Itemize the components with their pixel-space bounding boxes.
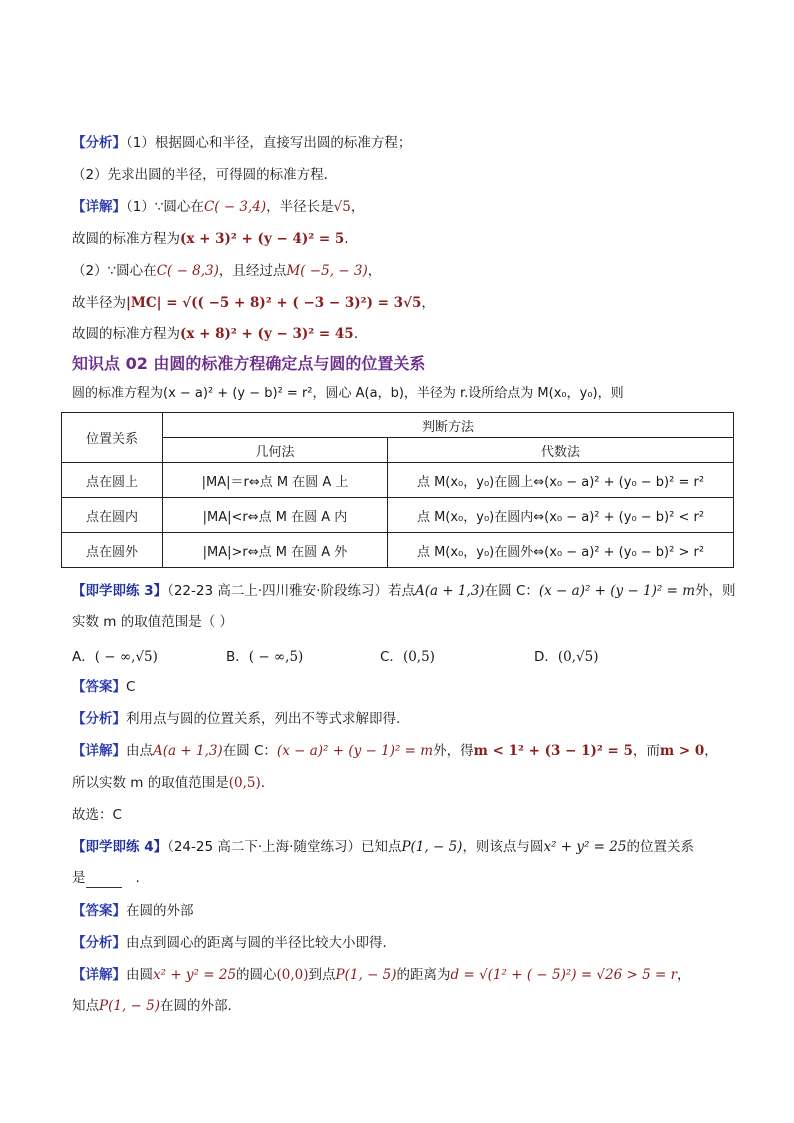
detail-text: （2）∵圆心在 [72,263,157,279]
answer-tag: 【答案】 [72,679,126,695]
detail-text: （1）∵圆心在 [126,199,204,215]
answer-value: 在圆的外部 [126,903,194,919]
analysis-tag: 【分析】 [72,935,126,951]
table-row [62,533,734,568]
detail-text: ，半径长是 [266,199,334,215]
exercise4-line-2 [72,868,734,888]
analysis-tag: 【分析】 [72,711,126,727]
exercise3-conclusion [72,773,734,793]
math-circle: (x − a)² + (y − 1)² = m [276,743,434,759]
analysis-text-2: （2）先求出圆的半径，可得圆的标准方程． [72,167,338,183]
table-header-alg: 代数法 [388,438,734,463]
math-point: P(1, − 5) [335,967,397,983]
detail-text: 外，得 [433,743,474,759]
detail-line-1 [72,197,734,217]
detail-line-4 [72,293,734,313]
option-b[interactable] [226,645,303,665]
detail-line-5 [72,324,734,344]
table-row [62,498,734,533]
math-center: (0,0) [276,967,309,983]
option-c[interactable] [380,645,435,665]
exercise4-source: （24-25 高二下·上海·随堂练习）已知点 [167,839,402,855]
math-circle: x² + y² = 25 [153,967,237,983]
detail-text: 由点 [126,743,153,759]
detail-text: 的距离为 [396,967,451,983]
detail-line-3 [72,261,734,281]
math-point: P(1, − 5) [401,839,463,855]
table-header-position: 位置关系 [62,413,163,463]
detail-text: ，而 [632,743,660,759]
answer-blank[interactable] [86,873,122,888]
detail-tag: 【详解】 [72,199,126,215]
detail-line-2 [72,229,734,249]
detail-text: 的圆心 [236,967,277,983]
exercise3-question: 实数 m 的取值范围是（ ） [72,614,234,630]
choose-text: 故选：C [72,807,122,823]
intro-text: 圆的标准方程为(x − a)² + (y − b)² = r²，圆心 A(a，b)，半径为 r.设所给点为 M(x₀，y₀)，则 [72,386,624,401]
exercise3-line-1 [72,581,734,601]
math-point: M( −5, − 3) [286,263,368,279]
exercise3-tag: 【即学即练 3】 [72,583,168,599]
exercise3-detail [72,741,734,761]
cell-alg: 点 M(x₀，y₀)在圆内⇔(x₀ − a)² + (y₀ − b)² < r² [388,498,734,533]
exercise4-analysis [72,933,734,953]
detail-tag: 【详解】 [72,967,126,983]
option-label: C． [380,649,403,665]
detail-text: ， [350,199,365,215]
option-value: (0,5) [402,649,435,665]
exercise3-source: （22-23 高二上·四川雅安·阶段练习）若点 [167,583,415,599]
table-header-geo: 几何法 [163,438,388,463]
cell-geo: |MA|>r⇔点 M 在圆 A 外 [163,533,388,568]
knowledge-intro [72,384,734,404]
option-value: ( − ∞,√5) [94,649,158,665]
detail-text: 在圆 C： [222,743,277,759]
table-row [62,463,734,498]
cell-geo: |MA|<r⇔点 M 在圆 A 内 [163,498,388,533]
analysis-line-2 [72,165,734,185]
math-circle: (x − a)² + (y − 1)² = m [538,583,696,599]
exercise4-text: ，则该点与圆 [462,839,544,855]
exercise4-text: . [135,870,140,886]
math-positive: m > 0 [659,743,705,759]
exercise4-text: 的位置关系 [626,839,694,855]
detail-text: ，且经过点 [218,263,287,279]
exercise3-text: 外，则 [695,583,736,599]
cell-geo: |MA|＝r⇔点 M 在圆 A 上 [163,463,388,498]
math-radius-calc: |MC| = √(( −5 + 8)² + ( −3 − 3)²) = 3√5 [126,295,422,311]
detail-tag: 【详解】 [72,743,126,759]
exercise4-tag: 【即学即练 4】 [72,839,168,855]
detail-text: 故半径为 [72,295,126,311]
exercise3-text: 在圆 C： [484,583,539,599]
answer-tag: 【答案】 [72,903,126,919]
analysis-text: 由点到圆心的距离与圆的半径比较大小即得. [126,935,387,951]
option-label: A． [72,649,95,665]
detail-text: ， [704,743,718,759]
exercise4-line-1 [72,837,734,857]
option-label: D． [534,649,558,665]
math-radius: √5 [333,199,351,215]
cell-position: 点在圆上 [62,463,163,498]
exercise3-analysis [72,709,734,729]
analysis-text-1: （1）根据圆心和半径，直接写出圆的标准方程； [126,135,412,151]
section-heading: 知识点 02 由圆的标准方程确定点与圆的位置关系 [72,354,426,373]
conclusion-text: . [260,775,266,791]
option-value: (0,√5) [557,649,599,665]
cell-position: 点在圆内 [62,498,163,533]
math-distance: d = √(1² + ( − 5)²) = √26 > 5 = r [450,967,678,983]
detail-text: 由圆 [126,967,153,983]
analysis-tag: 【分析】 [72,135,126,151]
detail-text: . [353,326,358,342]
analysis-line-1 [72,133,734,153]
math-range: (0,5) [228,775,261,791]
option-value: ( − ∞,5) [248,649,304,665]
exercise4-detail [72,965,734,985]
exercise4-text: 是 [72,870,86,886]
conclusion-text: 所以实数 m 的取值范围是 [72,775,229,791]
exercise3-answer [72,677,734,697]
math-point: P(1, − 5) [99,998,160,1014]
math-circle: x² + y² = 25 [543,839,627,855]
exercise4-conclusion [72,996,734,1016]
detail-text: 到点 [308,967,336,983]
cell-alg: 点 M(x₀，y₀)在圆上⇔(x₀ − a)² + (y₀ − b)² = r² [388,463,734,498]
detail-text: ， [677,967,691,983]
math-inequality: m < 1² + (3 − 1)² = 5 [473,743,633,759]
position-relation-table [61,412,734,568]
math-equation: (x + 3)² + (y − 4)² = 5 [180,231,345,247]
detail-text: 故圆的标准方程为 [72,326,180,342]
math-center: C( − 3,4) [203,199,267,215]
option-d[interactable] [534,645,599,665]
math-point: A(a + 1,3) [153,743,223,759]
option-label: B． [226,649,249,665]
detail-text: . [344,231,349,247]
option-a[interactable] [72,645,158,665]
math-equation: (x + 8)² + (y − 3)² = 45 [180,326,354,342]
exercise3-choose [72,805,734,825]
table-header-method: 判断方法 [163,413,734,438]
answer-value: C [126,679,136,695]
detail-text: 故圆的标准方程为 [72,231,180,247]
cell-alg: 点 M(x₀，y₀)在圆外⇔(x₀ − a)² + (y₀ − b)² > r² [388,533,734,568]
conclusion-text: 知点 [72,998,99,1014]
detail-text: ， [367,263,382,279]
math-point: A(a + 1,3) [414,583,485,599]
detail-text: ， [421,295,435,311]
analysis-text: 利用点与圆的位置关系，列出不等式求解即得. [126,711,401,727]
math-center: C( − 8,3) [156,263,219,279]
cell-position: 点在圆外 [62,533,163,568]
exercise3-line-2 [72,612,734,632]
conclusion-text: 在圆的外部. [159,998,232,1014]
exercise4-answer [72,901,734,921]
